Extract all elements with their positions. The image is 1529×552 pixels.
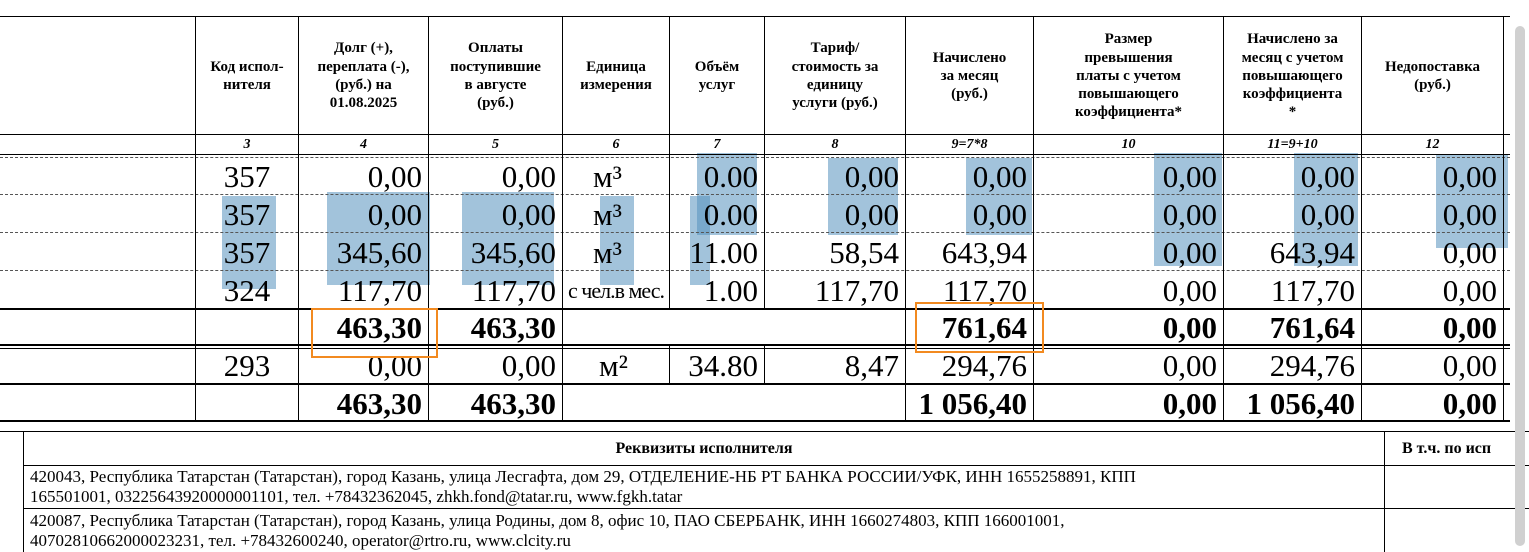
table-cell: 0.00 xyxy=(703,197,758,232)
column-header: Тариф/ стоимость за единицу услуги (руб.) xyxy=(791,40,879,112)
table-cell: 34.80 xyxy=(688,348,758,383)
requisites-title: Реквизиты исполнителя xyxy=(615,440,793,457)
table-cell: 643,94 xyxy=(1269,235,1355,270)
column-number: 12 xyxy=(1425,137,1440,152)
table-cell: 117,70 xyxy=(814,273,899,308)
table-cell: 1.00 xyxy=(703,273,758,308)
subtotal-debt: 463,30 xyxy=(336,310,422,345)
table-cell: 294,76 xyxy=(941,348,1027,383)
table-cell: 0,00 xyxy=(1442,348,1497,383)
table-cell: м³ xyxy=(593,235,622,270)
table-cell: 0,00 xyxy=(501,159,556,194)
table-cell: 357 xyxy=(223,197,271,232)
table-cell: 0,00 xyxy=(1442,235,1497,270)
column-number: 5 xyxy=(492,137,499,152)
column-header: Объём услуг xyxy=(694,58,740,93)
table-cell: 643,94 xyxy=(941,235,1027,270)
annotation-box xyxy=(915,302,1044,353)
table-cell: 0,00 xyxy=(1442,159,1497,194)
column-header: Единица измерения xyxy=(580,58,652,93)
total-charged: 1 056,40 xyxy=(918,386,1027,421)
table-cell: 357 xyxy=(223,159,271,194)
table-cell: 345,60 xyxy=(336,235,422,270)
table-cell: 294,76 xyxy=(1269,348,1355,383)
table-cell: 0,00 xyxy=(972,197,1027,232)
column-header: Код испол- нителя xyxy=(210,58,284,93)
table-cell: 293 xyxy=(223,348,271,383)
column-header: Начислено за месяц с учетом повышающего коэффициента * xyxy=(1241,31,1344,121)
table-cell: 117,70 xyxy=(1270,273,1355,308)
column-number: 3 xyxy=(243,137,251,152)
subtotal-excess: 0,00 xyxy=(1162,310,1217,345)
table-cell: 0,00 xyxy=(1442,197,1497,232)
table-cell: 117,70 xyxy=(337,273,422,308)
table-cell: 0,00 xyxy=(1162,197,1217,232)
subtotal-charged: 761,64 xyxy=(941,310,1027,345)
column-header: Долг (+), переплата (-), (руб.) на 01.08.2025 xyxy=(317,40,410,112)
table-cell: 0.00 xyxy=(703,159,758,194)
table-cell: 0,00 xyxy=(844,159,899,194)
table-cell: 0,00 xyxy=(1300,159,1355,194)
table-cell: 0,00 xyxy=(1162,235,1217,270)
table-cell: 0,00 xyxy=(1162,348,1217,383)
table-cell: 0,00 xyxy=(972,159,1027,194)
table-cell: 11.00 xyxy=(689,235,758,270)
table-cell: м³ xyxy=(593,197,622,232)
column-number: 9=7*8 xyxy=(951,137,988,152)
table-cell: 8,47 xyxy=(844,348,899,383)
table-cell: 117,70 xyxy=(942,273,1027,308)
requisites-side-title: В т.ч. по исп xyxy=(1402,440,1492,457)
table-cell: 0,00 xyxy=(367,197,422,232)
column-number: 8 xyxy=(831,137,839,152)
table-cell: 345,60 xyxy=(470,235,556,270)
table-cell: 117,70 xyxy=(471,273,556,308)
table-cell: 0,00 xyxy=(1442,273,1497,308)
total-paid: 463,30 xyxy=(470,386,556,421)
subtotal-charged-coef: 761,64 xyxy=(1269,310,1355,345)
table-cell: 0,00 xyxy=(501,197,556,232)
requisites-line: 40702810662000023231, тел. +78432600240, operator@rtro.ru, www.clcity.ru xyxy=(30,531,571,550)
table-cell: м² xyxy=(599,348,628,383)
table-cell: 58,54 xyxy=(829,235,899,270)
column-number: 6 xyxy=(612,137,620,152)
column-header: Оплаты поступившие в августе (руб.) xyxy=(450,40,541,112)
total-debt: 463,30 xyxy=(336,386,422,421)
column-number: 11=9+10 xyxy=(1267,137,1318,152)
table-cell: 0,00 xyxy=(1162,159,1217,194)
table-cell: м³ xyxy=(593,159,622,194)
table-cell: 0,00 xyxy=(1162,273,1217,308)
vertical-scrollbar[interactable] xyxy=(1515,26,1525,546)
column-header: Недопоставка (руб.) xyxy=(1384,58,1481,93)
total-charged-coef: 1 056,40 xyxy=(1246,386,1355,421)
table-cell: 0,00 xyxy=(1300,197,1355,232)
requisites-line: 420043, Республика Татарстан (Татарстан), город Казань, улица Лесгафта, дом 29, ОТДЕЛЕНИЕ-НБ РТ БАНКА РОССИИ/УФК, ИНН 1655258891, КПП xyxy=(30,467,1136,486)
table-cell: 0,00 xyxy=(501,348,556,383)
column-header: Размер превышения платы с учетом повышающего коэффициента* xyxy=(1074,31,1183,121)
table-cell: 0,00 xyxy=(367,348,422,383)
table-cell: с чел.в мес. xyxy=(568,278,664,303)
subtotal-shortfall: 0,00 xyxy=(1442,310,1497,345)
requisites-line: 165501001, 03225643920000001101, тел. +78432362045, zhkh.fond@tatar.ru, www.fgkh.tatar xyxy=(30,487,683,506)
table-cell: 357 xyxy=(223,235,271,270)
requisites-line: 420087, Республика Татарстан (Татарстан), город Казань, улица Родины, дом 8, офис 10, ПАО СБЕРБАНК, ИНН 1660274803, КПП 166001001, xyxy=(30,511,1065,530)
column-number: 7 xyxy=(713,137,721,152)
column-number: 4 xyxy=(360,137,367,152)
annotation-box xyxy=(311,308,438,358)
subtotal-paid: 463,30 xyxy=(470,310,556,345)
table-cell: 0,00 xyxy=(844,197,899,232)
total-excess: 0,00 xyxy=(1162,386,1217,421)
table-cell: 0,00 xyxy=(367,159,422,194)
total-shortfall: 0,00 xyxy=(1442,386,1497,421)
column-header: Начислено за месяц (руб.) xyxy=(932,49,1007,103)
table-cell: 324 xyxy=(223,273,271,308)
column-number: 10 xyxy=(1121,137,1136,152)
